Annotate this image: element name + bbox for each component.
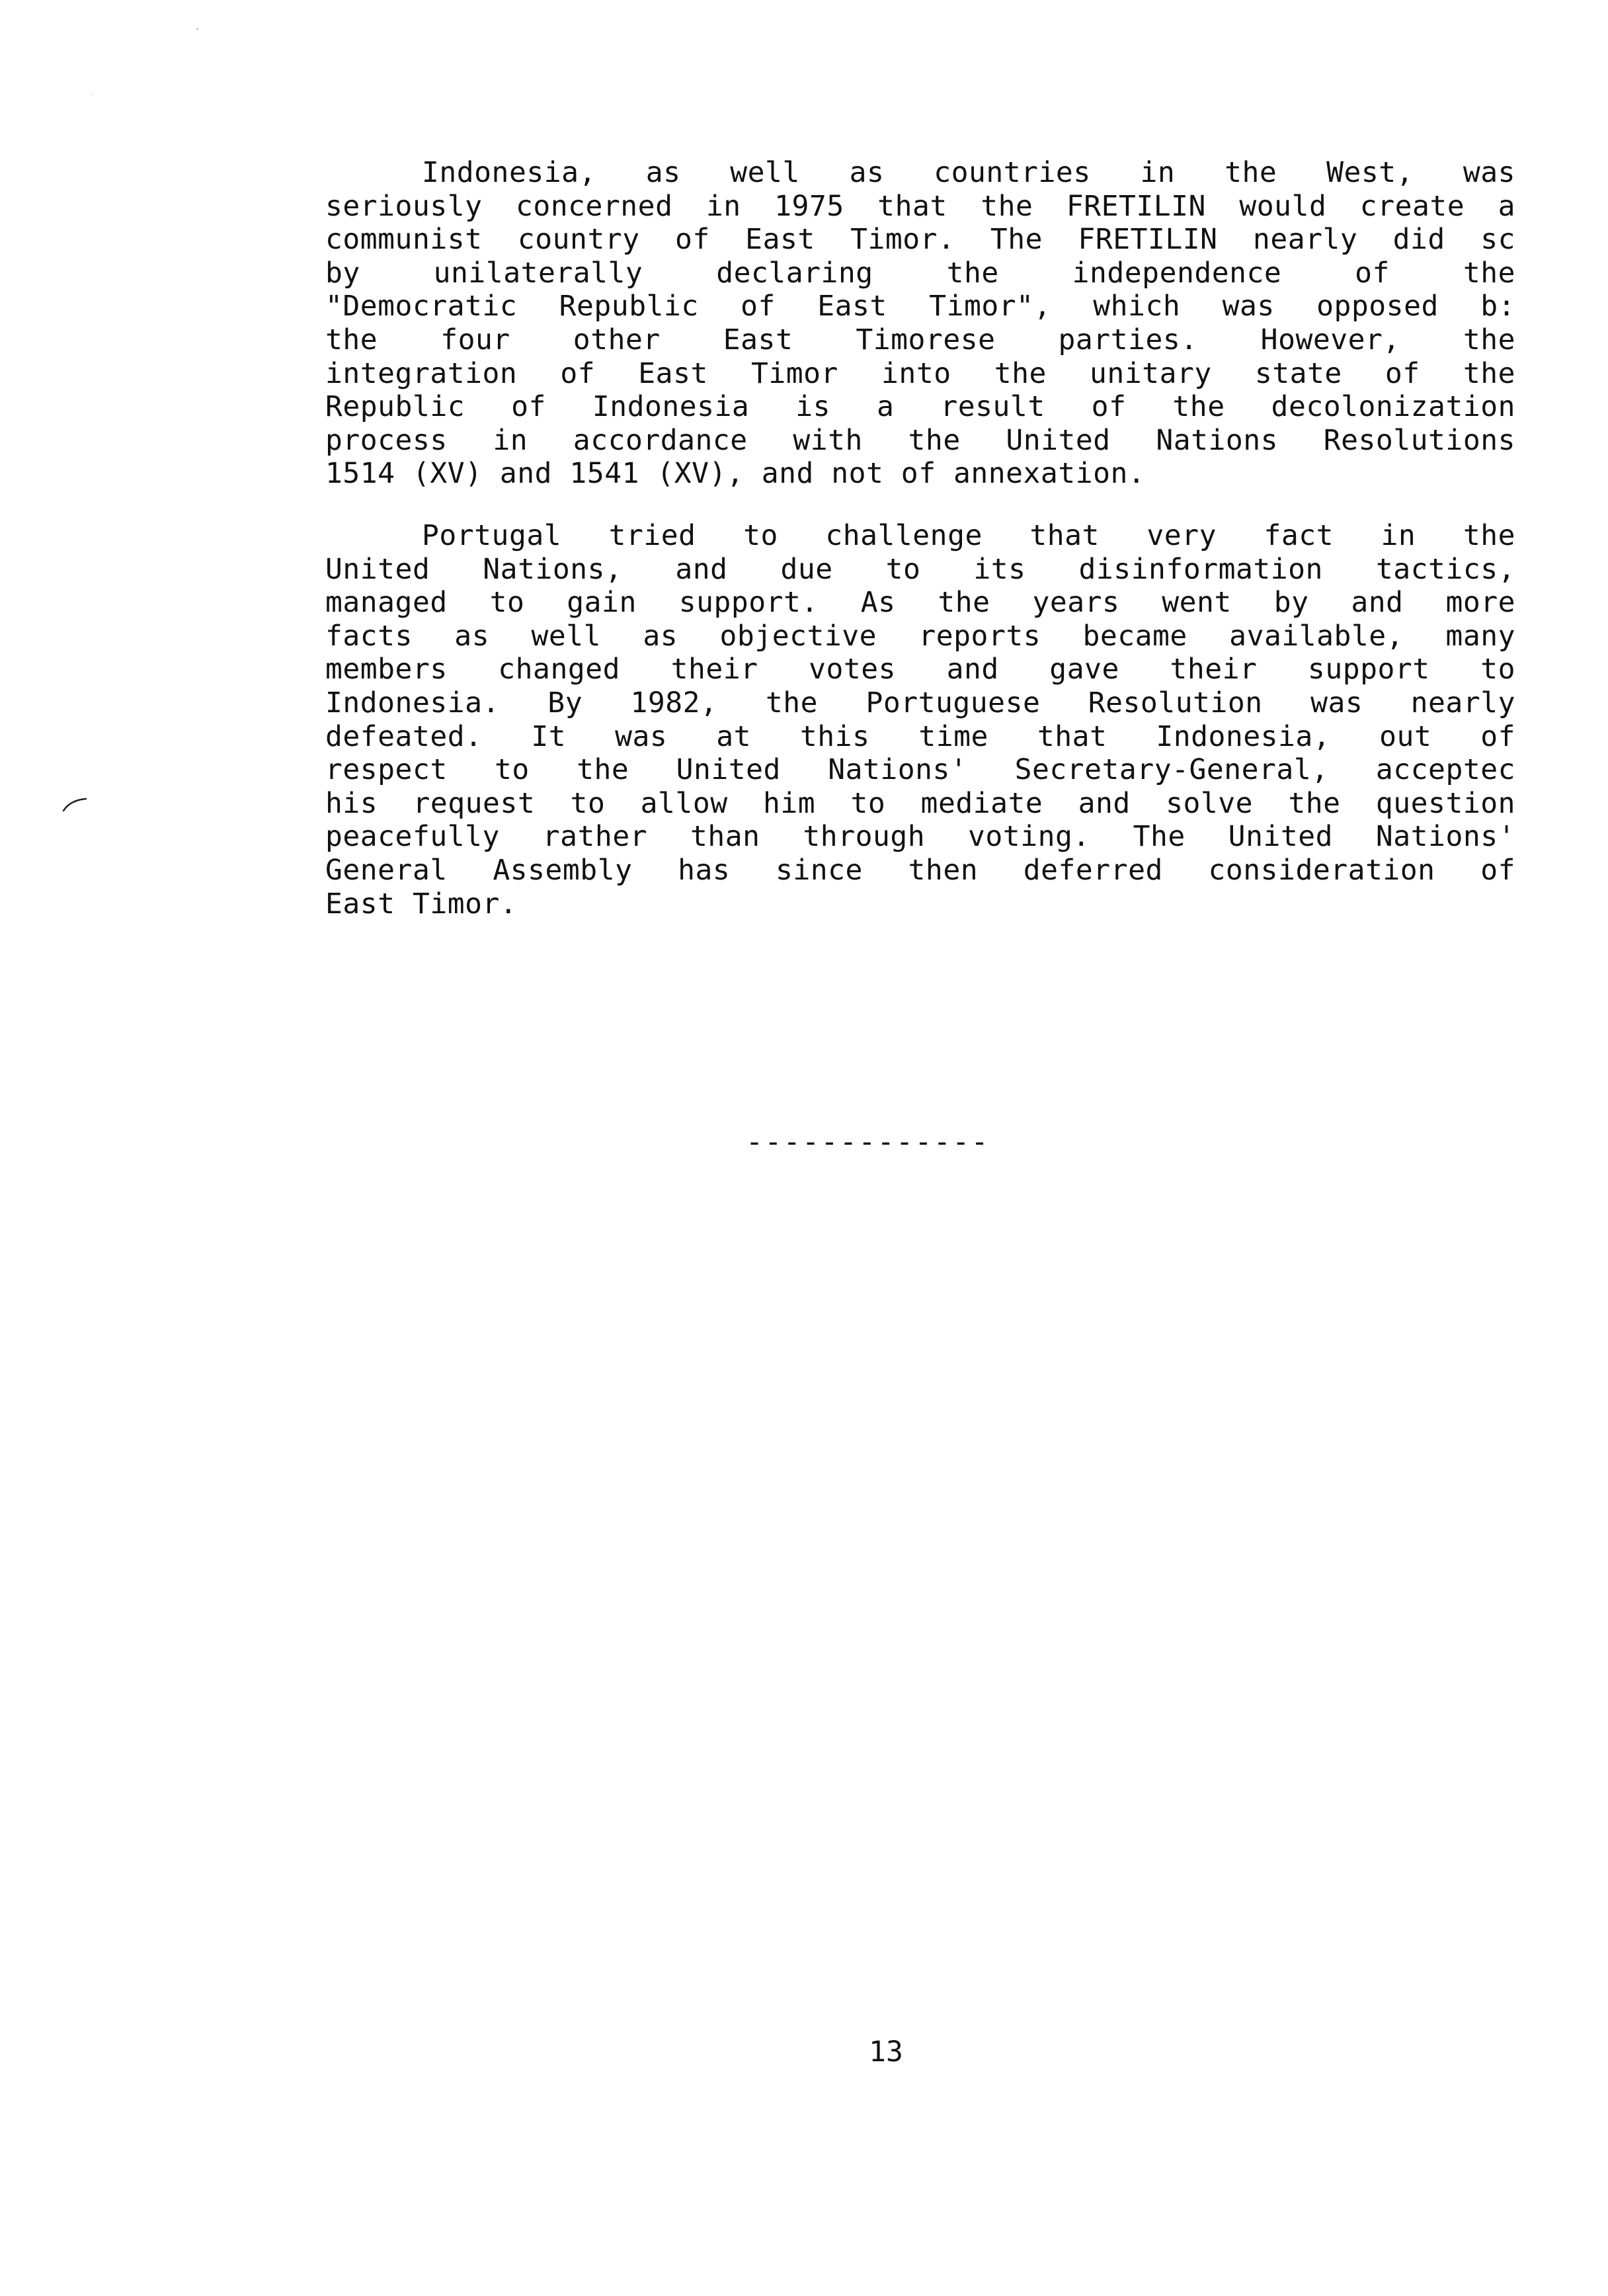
paragraph-line: seriously concerned in 1975 that the FRETILIN would create a bbox=[325, 189, 1515, 223]
paragraph-line: members changed their votes and gave their support to bbox=[325, 653, 1515, 686]
paragraph-line: communist country of East Timor. The FRETILIN nearly did sc bbox=[325, 223, 1515, 257]
paragraph-line: managed to gain support. As the years went by and more bbox=[325, 586, 1515, 620]
paragraph-line: integration of East Timor into the unitary state of the bbox=[325, 356, 1515, 390]
paragraph-line: Indonesia, as well as countries in the West, was bbox=[422, 156, 1515, 189]
paragraph-line: United Nations, and due to its disinformation tactics, bbox=[325, 552, 1515, 586]
paragraph-2 bbox=[325, 519, 1515, 921]
paragraph-1 bbox=[325, 156, 1515, 491]
paragraph-line: 1514 (XV) and 1541 (XV), and not of annexation. bbox=[325, 457, 1146, 491]
paragraph-line: his request to allow him to mediate and solve the question bbox=[325, 786, 1515, 820]
paragraph-line: process in accordance with the United Nations Resolutions bbox=[325, 423, 1515, 457]
paragraph-line: peacefully rather than through voting. The United Nations' bbox=[325, 820, 1515, 854]
scan-speck bbox=[196, 28, 198, 30]
page-number: 13 bbox=[869, 2035, 903, 2069]
paragraph-line: East Timor. bbox=[325, 887, 518, 921]
section-separator: ------------- bbox=[746, 1126, 990, 1159]
paragraph-line: defeated. It was at this time that Indonesia, out of bbox=[325, 719, 1515, 753]
paragraph-line: by unilaterally declaring the independence of the bbox=[325, 256, 1515, 290]
paragraph-line: the four other East Timorese parties. However, the bbox=[325, 323, 1515, 356]
paragraph-line: Portugal tried to challenge that very fact in the bbox=[422, 519, 1515, 552]
paragraph-line: "Democratic Republic of East Timor", which was opposed b: bbox=[325, 290, 1515, 323]
paragraph-line: Republic of Indonesia is a result of the decolonization bbox=[325, 390, 1515, 424]
paragraph-line: facts as well as objective reports became available, many bbox=[325, 619, 1515, 653]
paragraph-line: Indonesia. By 1982, the Portuguese Resolution was nearly bbox=[325, 686, 1515, 719]
scan-speck bbox=[92, 94, 93, 95]
margin-pen-mark bbox=[62, 794, 89, 813]
paragraph-line: General Assembly has since then deferred consideration of bbox=[325, 853, 1515, 887]
paragraph-line: respect to the United Nations' Secretary-General, acceptec bbox=[325, 753, 1515, 787]
